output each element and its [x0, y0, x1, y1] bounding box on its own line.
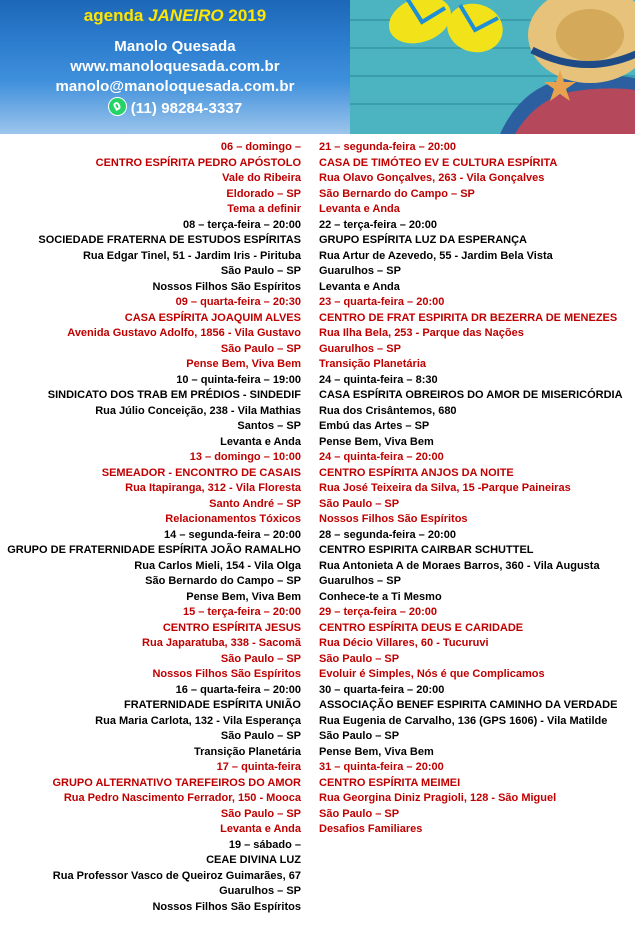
- event-line: Rua Décio Villares, 60 - Tucuruvi: [319, 637, 489, 649]
- event-line: GRUPO ESPÍRITA LUZ DA ESPERANÇA: [319, 234, 527, 246]
- event-line: Nossos Filhos São Espíritos: [152, 900, 301, 913]
- event-line: Eldorado – SP: [226, 187, 301, 200]
- event-line: Embú das Artes – SP: [319, 420, 430, 432]
- event-line: 10 – quinta-feira – 19:00: [176, 373, 301, 386]
- event-line: Pense Bem, Viva Bem: [319, 745, 434, 758]
- event-line: São Bernardo do Campo – SP: [319, 187, 475, 200]
- event-line: 08 – terça-feira – 20:00: [182, 218, 301, 231]
- event-line: São Bernardo do Campo – SP: [145, 575, 301, 587]
- event-line: CASA DE TIMÓTEO EV E CULTURA ESPÍRITA: [319, 156, 558, 169]
- event-line: 22 – terça-feira – 20:00: [319, 218, 438, 231]
- event-line: São Paulo – SP: [319, 652, 400, 665]
- event-line: 14 – segunda-feira – 20:00: [164, 528, 301, 541]
- event-line: São Paulo – SP: [220, 807, 301, 820]
- event-line: CASA ESPÍRITA JOAQUIM ALVES: [124, 311, 301, 324]
- event-line: Rua Ilha Bela, 253 - Parque das Nações: [319, 327, 524, 339]
- beach-photo: [350, 0, 635, 134]
- event-line: 16 – quarta-feira – 20:00: [175, 683, 301, 696]
- event-line: Guarulhos – SP: [319, 342, 401, 355]
- event-line: Rua Georgina Diniz Pragioli, 128 - São Miguel: [319, 792, 557, 804]
- event-line: São Paulo – SP: [319, 807, 400, 820]
- event-line: 24 – quinta-feira – 20:00: [319, 451, 444, 463]
- event-line: Rua Carlos Mieli, 154 - Vila Olga: [134, 559, 301, 572]
- event-line: Santo André – SP: [209, 497, 301, 510]
- event-line: CENTRO DE FRAT ESPIRITA DR BEZERRA DE MENEZES: [319, 311, 618, 324]
- website-link[interactable]: www.manoloquesada.com.br: [70, 58, 280, 75]
- event-line: CASA ESPÍRITA OBREIROS DO AMOR DE MISERICÓRDIA: [319, 389, 623, 401]
- event-line: Rua Japaratuba, 338 - Sacomã: [142, 637, 301, 649]
- event-line: Conhece-te a Ti Mesmo: [319, 590, 442, 603]
- event-line: São Paulo – SP: [319, 730, 400, 742]
- phone-line: [0, 97, 350, 117]
- event-line: CENTRO ESPIRITA CAIRBAR SCHUTTEL: [319, 544, 534, 556]
- event-line: Pense Bem, Viva Bem: [319, 435, 434, 448]
- event-line: Levanta e Anda: [220, 435, 301, 448]
- event-line: Rua José Teixeira da Silva, 15 -Parque Paineiras: [319, 482, 571, 494]
- event-line: 24 – quinta-feira – 8:30: [319, 373, 438, 386]
- event-line: Pense Bem, Viva Bem: [186, 358, 301, 370]
- event-line: CENTRO ESPÍRITA JESUS: [162, 621, 301, 634]
- event-line: GRUPO ALTERNATIVO TAREFEIROS DO AMOR: [52, 776, 301, 789]
- title-prefix: agenda: [83, 6, 144, 25]
- event-line: Nossos Filhos São Espíritos: [319, 513, 468, 525]
- event-line: Levanta e Anda: [319, 203, 400, 215]
- header-info-panel: [0, 0, 350, 134]
- event-line: Avenida Gustavo Adolfo, 1856 - Vila Gustavo: [67, 327, 301, 339]
- event-line: 21 – segunda-feira – 20:00: [319, 141, 456, 153]
- event-line: Rua Antonieta A de Moraes Barros, 360 - Vila Augusta: [319, 559, 600, 572]
- event-line: 17 – quinta-feira: [216, 761, 301, 773]
- right-event-column: [319, 140, 635, 838]
- event-line: 06 – domingo –: [220, 141, 301, 153]
- event-line: Pense Bem, Viva Bem: [186, 590, 301, 603]
- event-line: 29 – terça-feira – 20:00: [319, 606, 438, 618]
- event-line: Rua Júlio Conceição, 238 - Vila Mathias: [95, 404, 301, 417]
- event-line: São Paulo – SP: [220, 652, 301, 665]
- event-line: 19 – sábado –: [228, 838, 301, 851]
- event-line: Rua Eugenia de Carvalho, 136 (GPS 1606) - Vila Matilde: [319, 714, 608, 727]
- event-line: Rua Olavo Gonçalves, 263 - Vila Gonçalves: [319, 172, 545, 184]
- event-line: São Paulo – SP: [319, 497, 400, 510]
- whatsapp-icon: [108, 97, 127, 116]
- email-link[interactable]: manolo@manoloquesada.com.br: [55, 78, 295, 95]
- event-line: 31 – quinta-feira – 20:00: [319, 761, 444, 773]
- event-line: Levanta e Anda: [220, 823, 301, 835]
- beach-illustration: [350, 0, 635, 134]
- event-line: Rua Edgar Tinel, 51 - Jardim Iris - Pirituba: [82, 249, 301, 262]
- event-line: Guarulhos – SP: [319, 265, 401, 277]
- event-line: GRUPO DE FRATERNIDADE ESPÍRITA JOÃO RAMALHO: [7, 544, 301, 556]
- event-line: Rua Itapiranga, 312 - Vila Floresta: [125, 482, 301, 494]
- event-line: CENTRO ESPÍRITA DEUS E CARIDADE: [319, 621, 524, 634]
- event-line: SOCIEDADE FRATERNA DE ESTUDOS ESPÍRITAS: [38, 234, 301, 246]
- event-line: Nossos Filhos São Espíritos: [152, 280, 301, 293]
- event-line: CENTRO ESPÍRITA ANJOS DA NOITE: [319, 466, 514, 479]
- event-line: CENTRO ESPÍRITA MEIMEI: [319, 776, 461, 789]
- event-line: CEAE DIVINA LUZ: [206, 854, 301, 866]
- event-line: Transição Planetária: [319, 358, 426, 370]
- event-line: 09 – quarta-feira – 20:30: [175, 296, 301, 308]
- title-year: 2019: [228, 6, 267, 25]
- event-line: Rua dos Crisântemos, 680: [319, 404, 457, 417]
- event-line: FRATERNIDADE ESPÍRITA UNIÃO: [123, 699, 301, 711]
- event-line: Rua Pedro Nascimento Ferrador, 150 - Mooca: [63, 792, 301, 804]
- header-banner: [0, 0, 635, 134]
- event-line: Guarulhos – SP: [219, 885, 301, 897]
- event-line: Rua Professor Vasco de Queiroz Guimarães, 67: [52, 869, 301, 882]
- title-month: JANEIRO: [148, 6, 224, 25]
- event-line: 13 – domingo – 10:00: [189, 451, 301, 463]
- event-line: Nossos Filhos São Espíritos: [152, 668, 301, 680]
- event-line: São Paulo – SP: [220, 265, 301, 277]
- left-event-column: [0, 140, 301, 915]
- event-line: SINDICATO DOS TRAB EM PRÉDIOS - SINDEDIF: [47, 389, 301, 401]
- phone-number: (11) 98284-3337: [130, 100, 243, 117]
- event-line: São Paulo – SP: [220, 730, 301, 742]
- event-line: Levanta e Anda: [319, 280, 400, 293]
- event-line: Transição Planetária: [194, 745, 301, 758]
- event-line: Guarulhos – SP: [319, 575, 401, 587]
- event-line: Vale do Ribeira: [222, 172, 301, 184]
- event-line: CENTRO ESPÍRITA PEDRO APÓSTOLO: [95, 156, 301, 169]
- event-line: 30 – quarta-feira – 20:00: [319, 683, 445, 696]
- event-line: 23 – quarta-feira – 20:00: [319, 296, 445, 308]
- event-line: Santos – SP: [237, 420, 301, 432]
- event-line: São Paulo – SP: [220, 342, 301, 355]
- author-name: Manolo Quesada: [114, 38, 236, 55]
- event-line: Tema a definir: [227, 203, 301, 215]
- event-line: Desafios Familiares: [319, 823, 423, 835]
- event-line: Evoluir é Simples, Nós é que Complicamos: [319, 668, 545, 680]
- event-line: Rua Maria Carlota, 132 - Vila Esperança: [95, 714, 301, 727]
- event-line: 28 – segunda-feira – 20:00: [319, 528, 456, 541]
- event-line: SEMEADOR - ENCONTRO DE CASAIS: [101, 466, 301, 479]
- event-line: Rua Artur de Azevedo, 55 - Jardim Bela Vista: [319, 249, 553, 262]
- event-line: ASSOCIAÇÃO BENEF ESPIRITA CAMINHO DA VERDADE: [319, 699, 618, 711]
- event-line: Relacionamentos Tóxicos: [165, 513, 301, 525]
- event-line: 15 – terça-feira – 20:00: [182, 606, 301, 618]
- page-title: [0, 6, 350, 26]
